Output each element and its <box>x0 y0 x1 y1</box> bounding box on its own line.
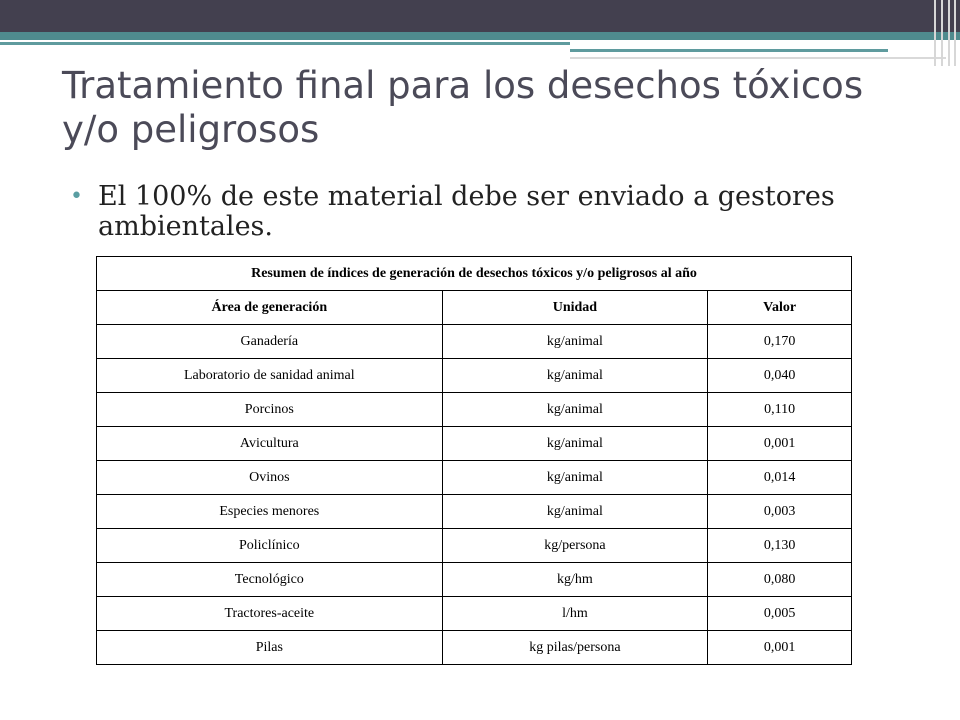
table-row <box>97 529 852 563</box>
decorative-rule <box>0 42 570 45</box>
cell-area: Especies menores <box>97 495 443 529</box>
cell-value: 0,001 <box>708 427 852 461</box>
cell-area: Tractores-aceite <box>97 597 443 631</box>
table-row <box>97 461 852 495</box>
cell-value: 0,130 <box>708 529 852 563</box>
column-header-area: Área de generación <box>97 291 443 325</box>
cell-unit: kg pilas/persona <box>442 631 708 665</box>
cell-unit: kg/animal <box>442 461 708 495</box>
cell-value: 0,014 <box>708 461 852 495</box>
decorative-rule <box>570 49 888 52</box>
cell-unit: kg/persona <box>442 529 708 563</box>
cell-value: 0,001 <box>708 631 852 665</box>
table-row <box>97 427 852 461</box>
cell-area: Avicultura <box>97 427 443 461</box>
bullet-dot-icon: • <box>70 184 83 209</box>
cell-value: 0,110 <box>708 393 852 427</box>
bullet-text: El 100% de este material debe ser enviado a gestores ambientales. <box>98 181 835 242</box>
cell-value: 0,170 <box>708 325 852 359</box>
cell-area: Tecnológico <box>97 563 443 597</box>
decorative-vertical-line <box>948 0 950 66</box>
cell-area: Porcinos <box>97 393 443 427</box>
cell-value: 0,080 <box>708 563 852 597</box>
table-row <box>97 393 852 427</box>
cell-unit: kg/animal <box>442 325 708 359</box>
cell-area: Ganadería <box>97 325 443 359</box>
cell-area: Laboratorio de sanidad animal <box>97 359 443 393</box>
cell-area: Pilas <box>97 631 443 665</box>
column-header-unit: Unidad <box>442 291 708 325</box>
decorative-vertical-line <box>941 0 943 66</box>
cell-unit: kg/animal <box>442 495 708 529</box>
table-caption: Resumen de índices de generación de desechos tóxicos y/o peligrosos al año <box>97 257 852 291</box>
table-row <box>97 597 852 631</box>
cell-unit: kg/animal <box>442 427 708 461</box>
table-row <box>97 563 852 597</box>
decorative-vertical-line <box>934 0 936 66</box>
summary-table <box>96 256 852 665</box>
cell-value: 0,005 <box>708 597 852 631</box>
cell-value: 0,003 <box>708 495 852 529</box>
decorative-rule <box>570 57 946 59</box>
bullet-item <box>70 181 924 242</box>
table-caption-row <box>97 257 852 291</box>
table-row <box>97 325 852 359</box>
cell-area: Policlínico <box>97 529 443 563</box>
table-row <box>97 495 852 529</box>
table-row <box>97 631 852 665</box>
decorative-vertical-line <box>954 0 956 66</box>
table-row <box>97 359 852 393</box>
cell-value: 0,040 <box>708 359 852 393</box>
header-bar <box>0 0 960 32</box>
column-header-value: Valor <box>708 291 852 325</box>
cell-unit: kg/hm <box>442 563 708 597</box>
slide-title: Tratamiento final para los desechos tóxicos y/o peligrosos <box>62 64 864 151</box>
cell-unit: kg/animal <box>442 359 708 393</box>
cell-area: Ovinos <box>97 461 443 495</box>
cell-unit: kg/animal <box>442 393 708 427</box>
cell-unit: l/hm <box>442 597 708 631</box>
table-header-row <box>97 291 852 325</box>
accent-bar <box>0 32 960 40</box>
